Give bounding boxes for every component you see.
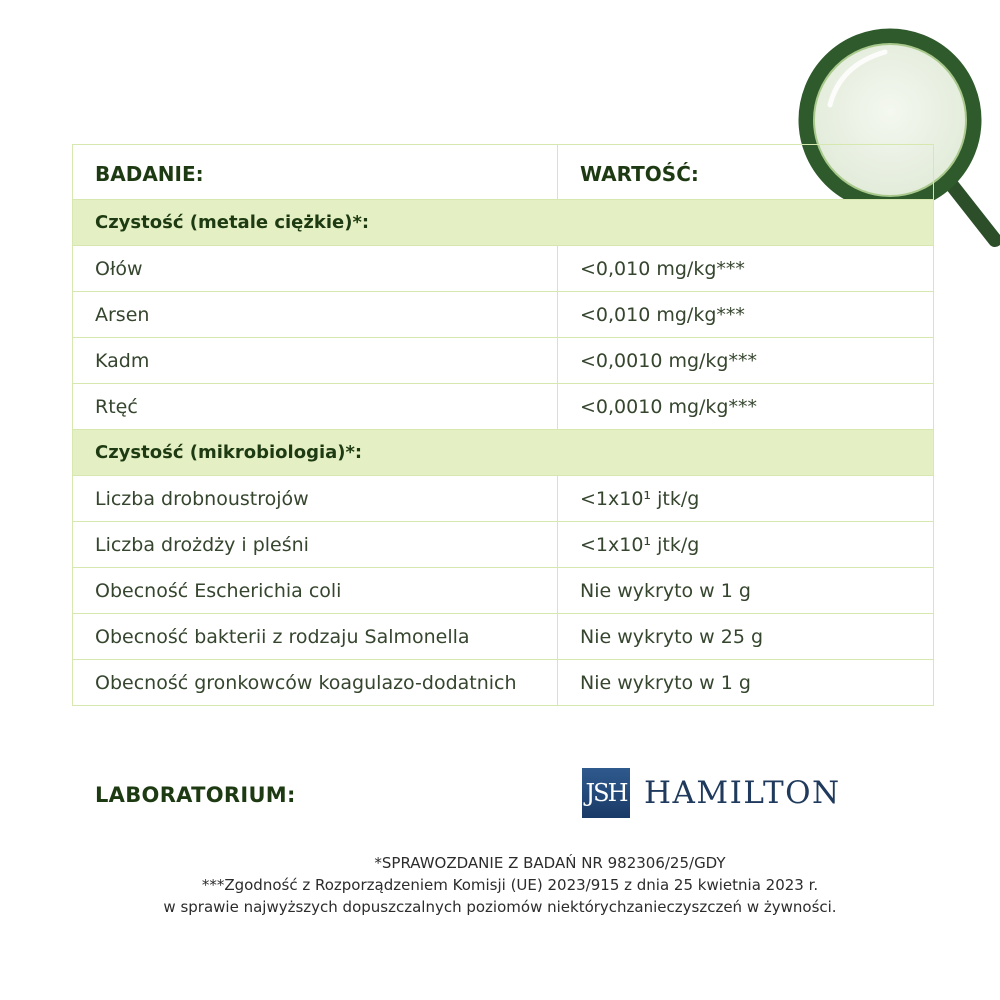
table-row	[73, 338, 934, 384]
test-name: Liczba drobnoustrojów	[73, 476, 558, 522]
results-table	[72, 144, 934, 706]
table-row	[73, 476, 934, 522]
header-value: WARTOŚĆ:	[558, 145, 934, 200]
hamilton-logo	[582, 767, 841, 819]
test-name: Liczba drożdży i pleśni	[73, 522, 558, 568]
table-row	[73, 568, 934, 614]
table-row	[73, 614, 934, 660]
test-value: Nie wykryto w 1 g	[558, 660, 934, 706]
test-value: Nie wykryto w 25 g	[558, 614, 934, 660]
footnotes	[0, 852, 1000, 918]
test-value: <0,010 mg/kg***	[558, 246, 934, 292]
test-name: Rtęć	[73, 384, 558, 430]
test-value: <1x10¹ jtk/g	[558, 522, 934, 568]
test-value: <0,0010 mg/kg***	[558, 384, 934, 430]
table-row	[73, 522, 934, 568]
test-name: Obecność gronkowców koagulazo-dodatnich	[73, 660, 558, 706]
footnote-report: *SPRAWOZDANIE Z BADAŃ NR 982306/25/GDY	[374, 854, 726, 872]
header-test: BADANIE:	[73, 145, 558, 200]
test-value: Nie wykryto w 1 g	[558, 568, 934, 614]
logo-text: HAMILTON	[644, 775, 841, 811]
table-header-row	[73, 145, 934, 200]
laboratory-label: LABORATORIUM:	[95, 783, 296, 807]
section-heavy-metals	[73, 200, 934, 246]
test-value: <0,010 mg/kg***	[558, 292, 934, 338]
test-name: Arsen	[73, 292, 558, 338]
section-title: Czystość (mikrobiologia)*:	[73, 430, 934, 476]
test-value: <1x10¹ jtk/g	[558, 476, 934, 522]
section-title: Czystość (metale ciężkie)*:	[73, 200, 934, 246]
footnote-regulation: ***Zgodność z Rozporządzeniem Komisji (UE) 2023/915 z dnia 25 kwietnia 2023 r.	[201, 876, 819, 894]
table-row	[73, 246, 934, 292]
footnote-regulation-cont: w sprawie najwyższych dopuszczalnych poziomów niektórychzanieczyszczeń w żywności.	[163, 898, 837, 916]
test-name: Kadm	[73, 338, 558, 384]
table-row	[73, 384, 934, 430]
test-name: Obecność bakterii z rodzaju Salmonella	[73, 614, 558, 660]
logo-mark: JSH	[582, 768, 630, 818]
table-row	[73, 660, 934, 706]
section-microbiology	[73, 430, 934, 476]
table-row	[73, 292, 934, 338]
test-value: <0,0010 mg/kg***	[558, 338, 934, 384]
test-name: Obecność Escherichia coli	[73, 568, 558, 614]
test-name: Ołów	[73, 246, 558, 292]
